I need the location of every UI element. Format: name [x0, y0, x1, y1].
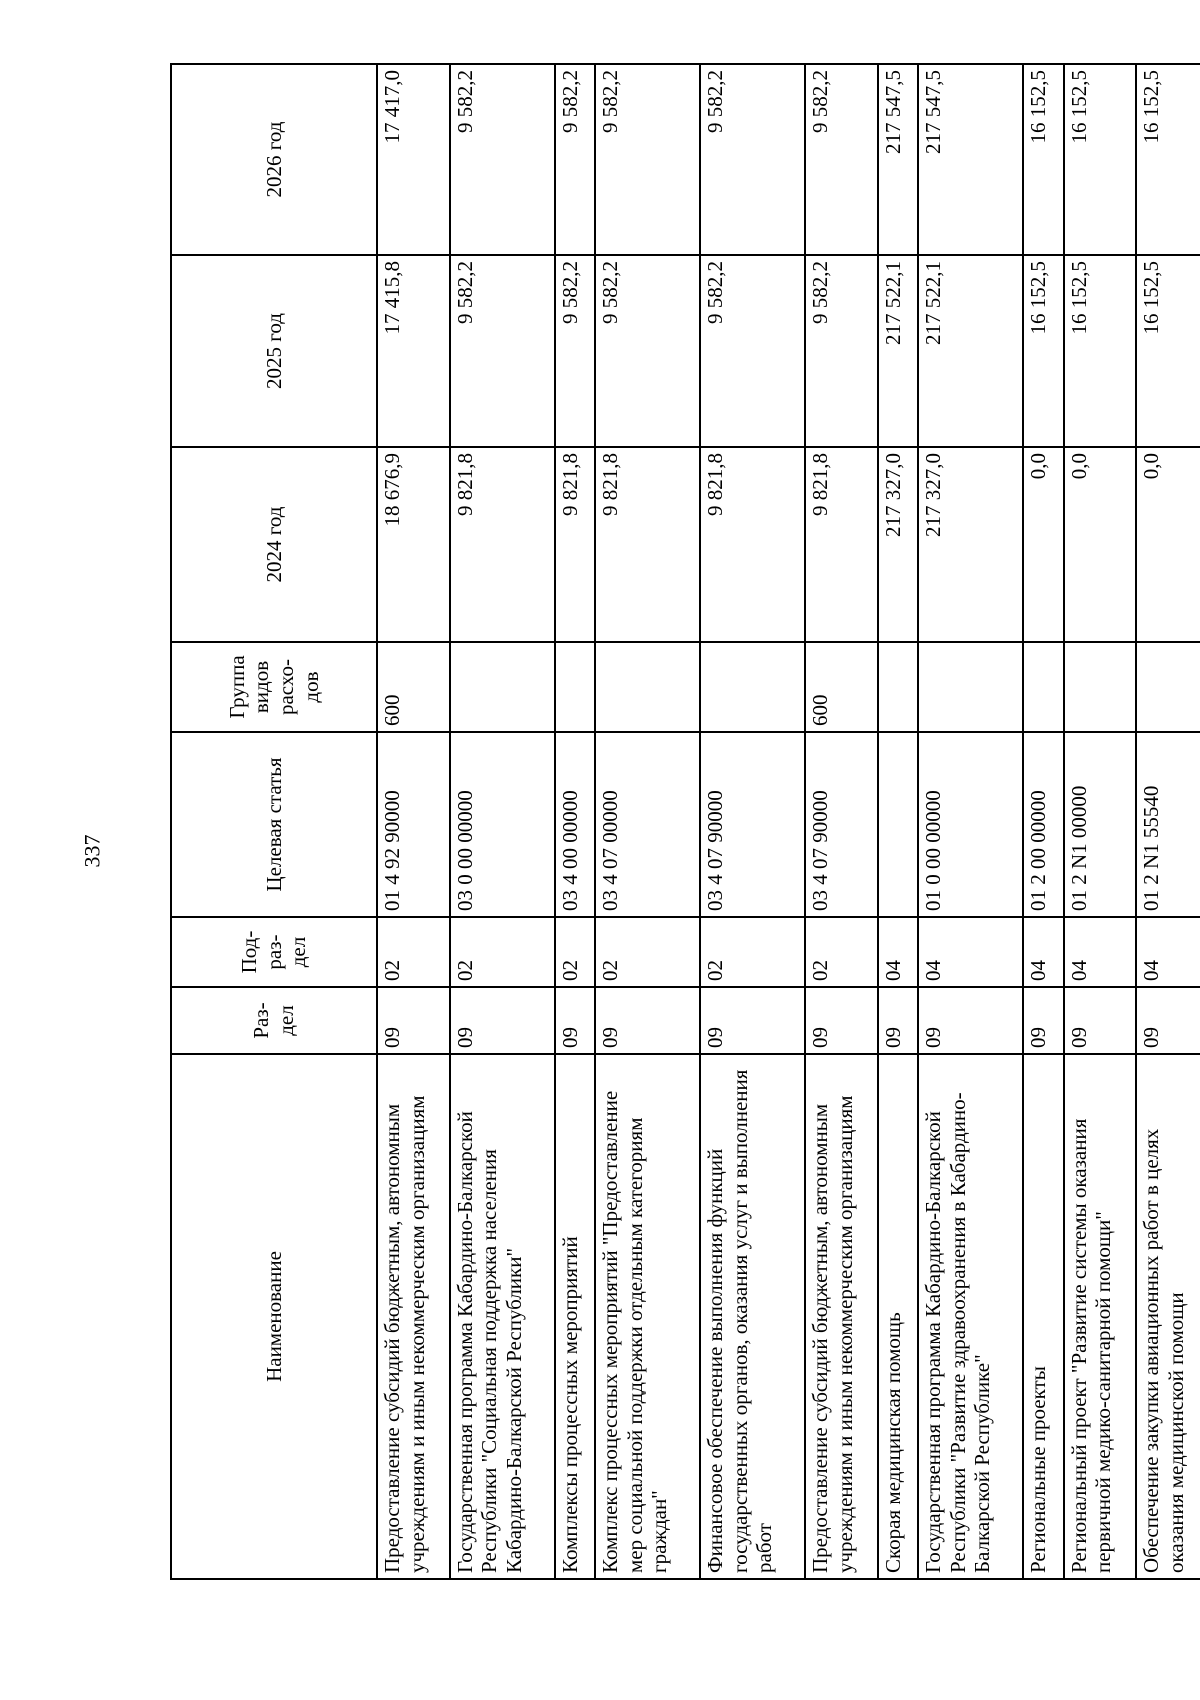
- cell-2025: 16 152,5: [1136, 255, 1200, 447]
- cell-group: [1023, 642, 1063, 732]
- cell-article: 01 2 N1 55540: [1136, 732, 1200, 917]
- cell-article: 03 4 00 00000: [555, 732, 595, 917]
- cell-article: [878, 732, 918, 917]
- cell-2025: 9 582,2: [700, 255, 805, 447]
- rotated-page-content: [170, 65, 1200, 1580]
- table-row: [1136, 64, 1200, 1579]
- cell-razdel: 09: [1064, 987, 1137, 1054]
- cell-article: 03 4 07 90000: [700, 732, 805, 917]
- header-2025: 2025 год: [171, 255, 377, 447]
- cell-2024: 9 821,8: [450, 447, 555, 642]
- cell-2024: 217 327,0: [918, 447, 1023, 642]
- cell-2024: 9 821,8: [595, 447, 700, 642]
- cell-razdel: 09: [450, 987, 555, 1054]
- cell-name: Скорая медицинская помощь: [878, 1054, 918, 1579]
- cell-podrazdel: 02: [595, 917, 700, 987]
- header-article: Целевая статья: [171, 732, 377, 917]
- cell-podrazdel: 04: [1064, 917, 1137, 987]
- cell-group: [595, 642, 700, 732]
- table-row: [377, 64, 450, 1579]
- table-body: [377, 64, 1200, 1579]
- cell-2025: 16 152,5: [1023, 255, 1063, 447]
- cell-2026: 9 582,2: [805, 64, 878, 255]
- cell-name: Региональный проект "Развитие системы оказания первичной медико-санитарной помощи": [1064, 1054, 1137, 1579]
- cell-2026: 9 582,2: [700, 64, 805, 255]
- cell-2025: 217 522,1: [918, 255, 1023, 447]
- cell-2024: 9 821,8: [805, 447, 878, 642]
- cell-2024: 18 676,9: [377, 447, 450, 642]
- cell-2024: 217 327,0: [878, 447, 918, 642]
- cell-razdel: 09: [1023, 987, 1063, 1054]
- cell-podrazdel: 02: [555, 917, 595, 987]
- cell-2024: 9 821,8: [555, 447, 595, 642]
- cell-article: 01 0 00 00000: [918, 732, 1023, 917]
- cell-name: Обеспечение закупки авиационных работ в целях оказания медицинской помощи: [1136, 1054, 1200, 1579]
- cell-name: Комплекс процессных мероприятий "Предоставление мер социальной поддержки отдельным категориям граждан": [595, 1054, 700, 1579]
- cell-2026: 16 152,5: [1136, 64, 1200, 255]
- cell-group: [1064, 642, 1137, 732]
- cell-podrazdel: 04: [1023, 917, 1063, 987]
- cell-2026: 217 547,5: [918, 64, 1023, 255]
- cell-name: Государственная программа Кабардино-Балкарской Республики "Социальная поддержка населения Кабардино-Балкарской Республики": [450, 1054, 555, 1579]
- table-row: [595, 64, 700, 1579]
- cell-podrazdel: 04: [1136, 917, 1200, 987]
- header-name: Наименование: [171, 1054, 377, 1579]
- cell-2026: 16 152,5: [1064, 64, 1137, 255]
- cell-name: Предоставление субсидий бюджетным, автономным учреждениям и иным некоммерческим организациям: [805, 1054, 878, 1579]
- cell-podrazdel: 02: [700, 917, 805, 987]
- cell-2025: 217 522,1: [878, 255, 918, 447]
- cell-2025: 9 582,2: [805, 255, 878, 447]
- cell-2025: 9 582,2: [595, 255, 700, 447]
- table-row: [878, 64, 918, 1579]
- cell-2026: 9 582,2: [450, 64, 555, 255]
- cell-2026: 9 582,2: [595, 64, 700, 255]
- cell-group: [918, 642, 1023, 732]
- cell-2026: 217 547,5: [878, 64, 918, 255]
- cell-razdel: 09: [700, 987, 805, 1054]
- cell-group: [878, 642, 918, 732]
- header-2026: 2026 год: [171, 64, 377, 255]
- cell-2025: 9 582,2: [555, 255, 595, 447]
- page-number: [76, 828, 108, 874]
- cell-name: Комплексы процессных мероприятий: [555, 1054, 595, 1579]
- cell-group: [450, 642, 555, 732]
- cell-2024: 0,0: [1136, 447, 1200, 642]
- header-2024: 2024 год: [171, 447, 377, 642]
- table-row: [700, 64, 805, 1579]
- cell-article: 01 4 92 90000: [377, 732, 450, 917]
- table-row: [918, 64, 1023, 1579]
- cell-name: Финансовое обеспечение выполнения функций государственных органов, оказания услуг и выполнения работ: [700, 1054, 805, 1579]
- cell-razdel: 09: [878, 987, 918, 1054]
- cell-article: 01 2 N1 00000: [1064, 732, 1137, 917]
- cell-podrazdel: 02: [805, 917, 878, 987]
- cell-2026: 16 152,5: [1023, 64, 1063, 255]
- table-row: [805, 64, 878, 1579]
- cell-name: Государственная программа Кабардино-Балкарской Республики "Развитие здравоохранения в Кабардино-Балкарской Республике": [918, 1054, 1023, 1579]
- cell-article: 01 2 00 00000: [1023, 732, 1063, 917]
- cell-razdel: 09: [918, 987, 1023, 1054]
- cell-2026: 17 417,0: [377, 64, 450, 255]
- table-row: [555, 64, 595, 1579]
- cell-group: 600: [377, 642, 450, 732]
- cell-name: Предоставление субсидий бюджетным, автономным учреждениям и иным некоммерческим организациям: [377, 1054, 450, 1579]
- cell-2024: 0,0: [1023, 447, 1063, 642]
- cell-group: 600: [805, 642, 878, 732]
- cell-razdel: 09: [377, 987, 450, 1054]
- cell-2025: 9 582,2: [450, 255, 555, 447]
- cell-podrazdel: 02: [377, 917, 450, 987]
- cell-podrazdel: 04: [918, 917, 1023, 987]
- table-row: [1064, 64, 1137, 1579]
- page-number-text: 337: [79, 834, 104, 868]
- cell-2024: 9 821,8: [700, 447, 805, 642]
- cell-name: Региональные проекты: [1023, 1054, 1063, 1579]
- cell-razdel: 09: [1136, 987, 1200, 1054]
- header-razdel: Раз-дел: [171, 987, 377, 1054]
- table-row: [450, 64, 555, 1579]
- cell-podrazdel: 02: [450, 917, 555, 987]
- header-group: Группа видов расхо-дов: [171, 642, 377, 732]
- cell-group: [1136, 642, 1200, 732]
- cell-2026: 9 582,2: [555, 64, 595, 255]
- cell-article: 03 0 00 00000: [450, 732, 555, 917]
- cell-2024: 0,0: [1064, 447, 1137, 642]
- header-podrazdel: Под-раз-дел: [171, 917, 377, 987]
- table-row: [1023, 64, 1063, 1579]
- cell-razdel: 09: [555, 987, 595, 1054]
- cell-razdel: 09: [805, 987, 878, 1054]
- cell-article: 03 4 07 90000: [805, 732, 878, 917]
- cell-group: [555, 642, 595, 732]
- cell-group: [700, 642, 805, 732]
- cell-2025: 16 152,5: [1064, 255, 1137, 447]
- cell-podrazdel: 04: [878, 917, 918, 987]
- cell-2025: 17 415,8: [377, 255, 450, 447]
- cell-article: 03 4 07 00000: [595, 732, 700, 917]
- cell-razdel: 09: [595, 987, 700, 1054]
- table-header-row: [171, 64, 377, 1579]
- budget-table: [170, 63, 1200, 1580]
